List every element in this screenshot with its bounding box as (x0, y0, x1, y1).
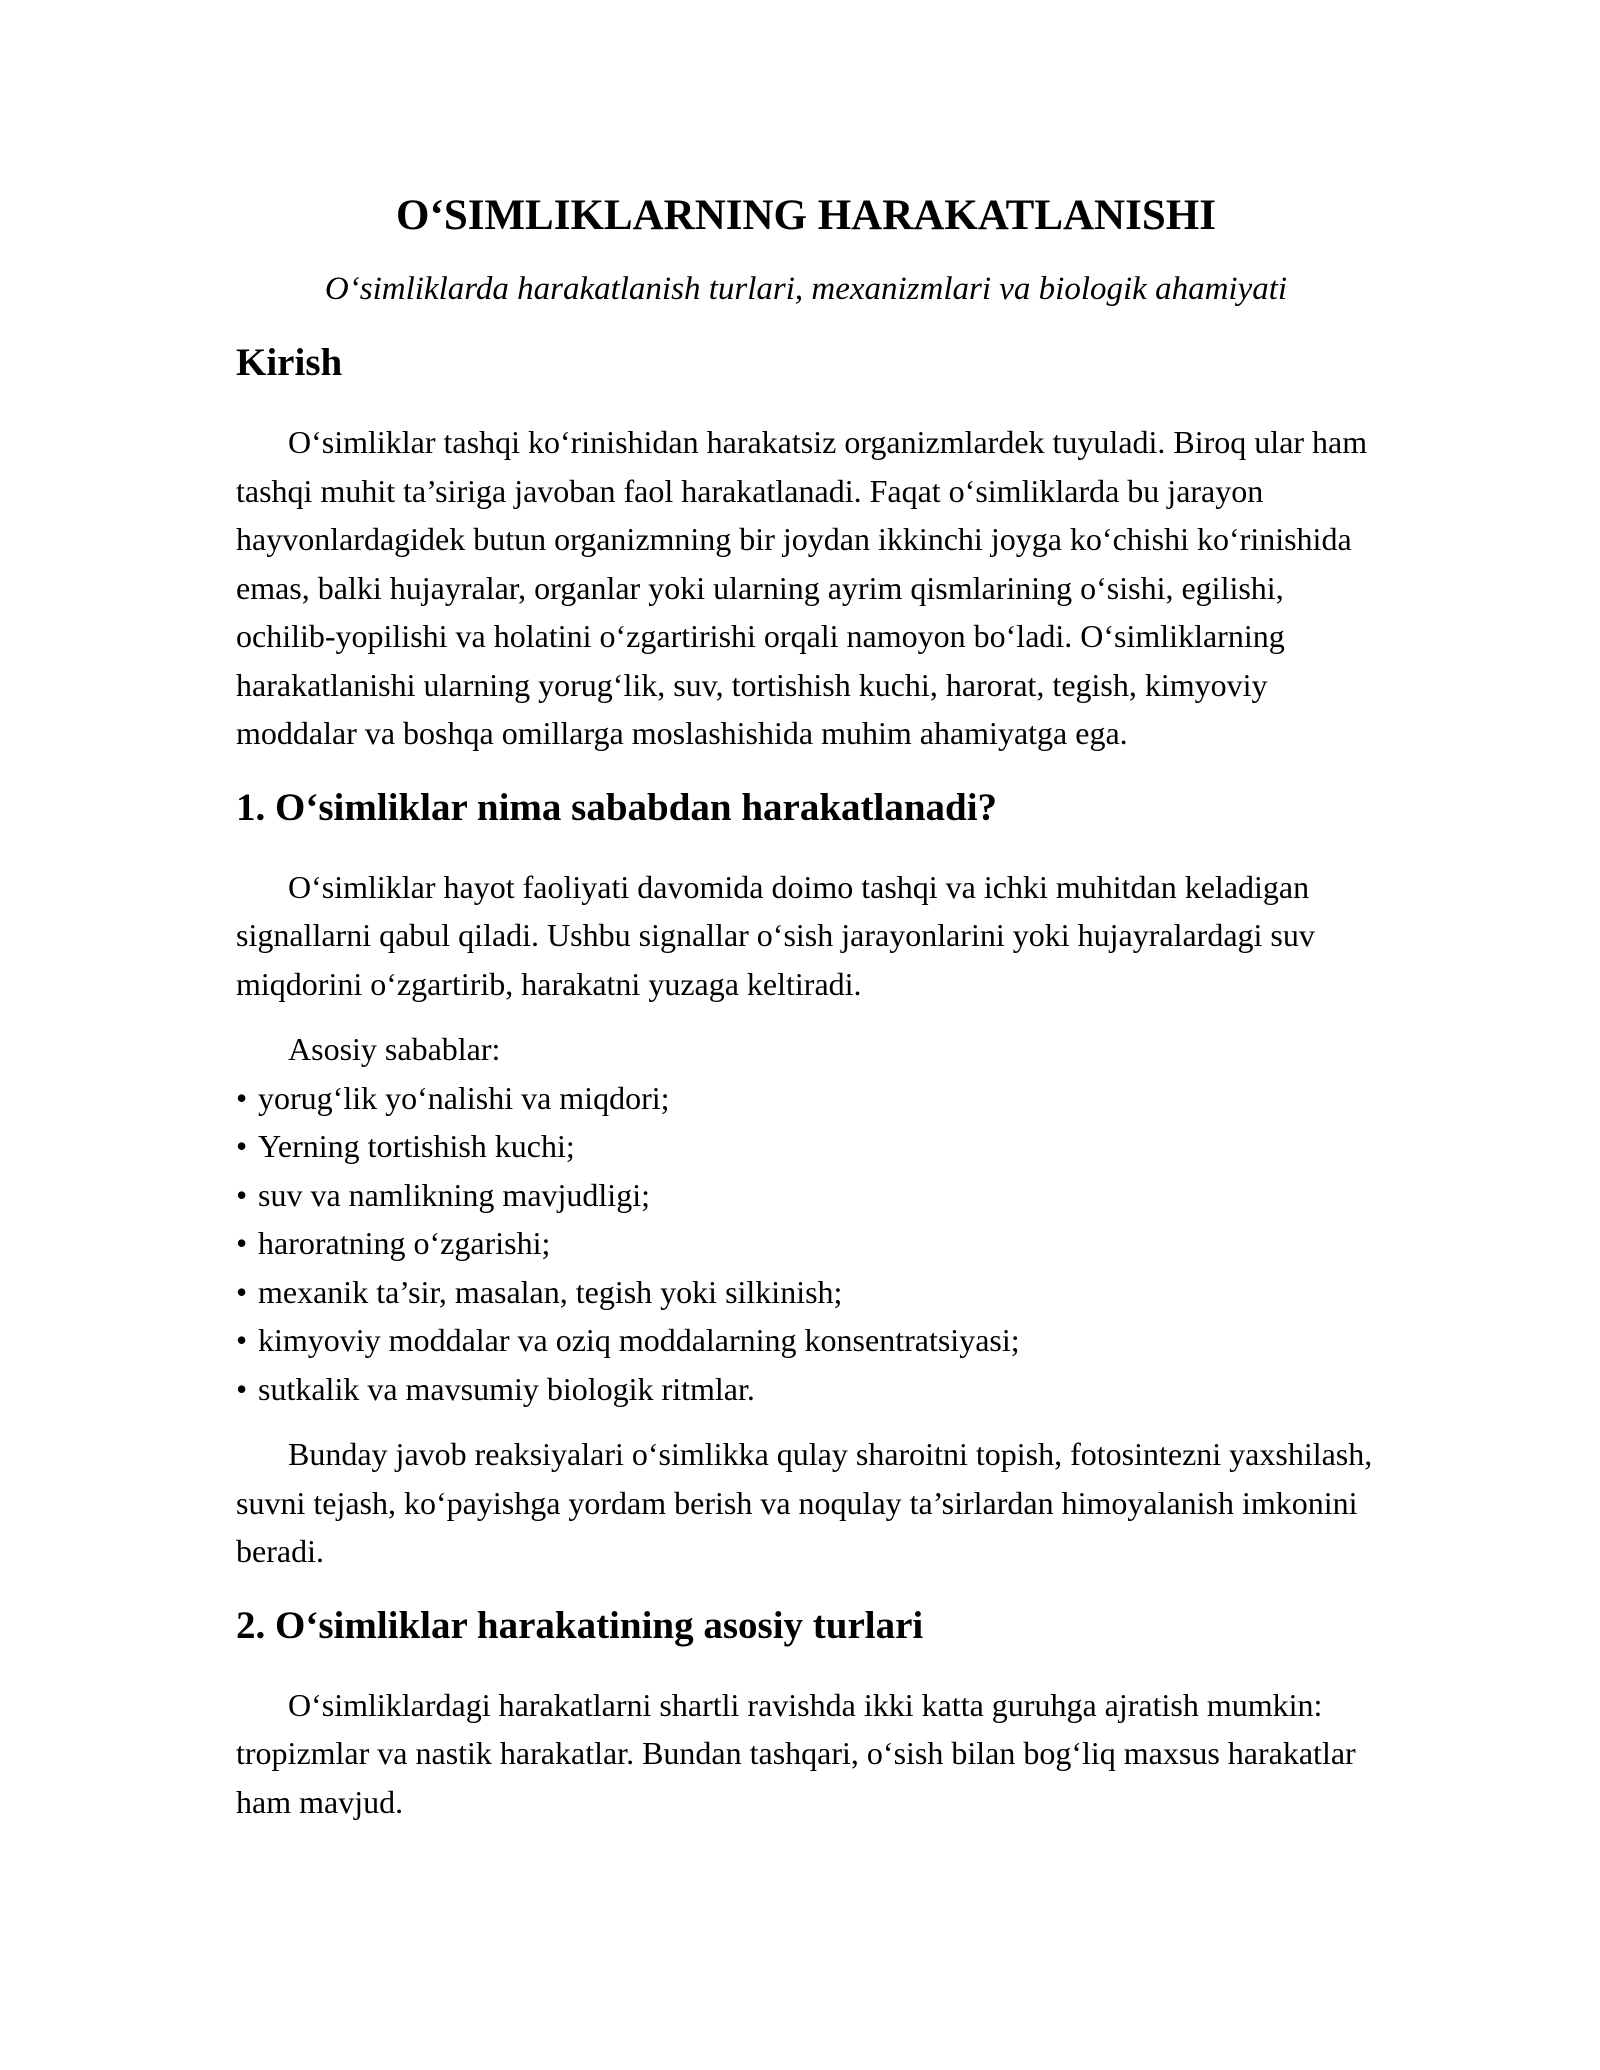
list-item (236, 1074, 1376, 1123)
list-item-text: mexanik ta’sir, masalan, tegish yoki silkinish; (258, 1273, 843, 1310)
list-item-text: haroratning o‘zgarishi; (258, 1225, 551, 1261)
section-introduction (236, 338, 1376, 758)
list-item-text: suv va namlikning mavjudligi; (258, 1176, 650, 1213)
list-item-text: kimyoviy moddalar va oziq moddalarning konsentratsiyasi; (258, 1322, 1020, 1358)
body-paragraph: O‘simliklardagi harakatlarni shartli ravishda ikki katta guruhga ajratish mumkin: tropizmlar va nastik harakatlar. Bundan tashqari, o‘sish bilan bog‘liq maxsus harakatlar ham mavjud. (236, 1686, 1356, 1820)
list-item-text: sutkalik va mavsumiy biologik ritmlar. (258, 1370, 755, 1407)
bullet-marker: • (236, 1128, 248, 1164)
section-heading: Kirish (236, 341, 343, 384)
list-item-text: yorug‘lik yo‘nalishi va miqdori; (258, 1079, 670, 1116)
bullet-marker: • (236, 1322, 248, 1358)
list-lead: Asosiy sabablar: (288, 1031, 501, 1067)
section-heading: 1. O‘simliklar nima sababdan harakatlanadi? (236, 785, 998, 829)
section-reasons (236, 783, 1376, 1576)
bullet-marker: • (236, 1079, 248, 1116)
document-subtitle: O‘simliklarda harakatlanish turlari, mexanizmlari va biologik ahamiyati (324, 271, 1288, 307)
list-item (236, 1316, 1376, 1365)
section-movement-types (236, 1601, 1376, 1827)
bullet-marker: • (236, 1370, 248, 1407)
reasons-list (236, 1074, 1376, 1414)
list-item (236, 1171, 1376, 1220)
bullet-marker: • (236, 1225, 248, 1261)
list-item (236, 1365, 1376, 1414)
list-item (236, 1122, 1376, 1171)
body-paragraph: O‘simliklar tashqi ko‘rinishidan harakatsiz organizmlardek tuyuladi. Biroq ular ham tashqi muhit ta’siriga javoban faol harakatlanadi. Faqat o‘simliklarda bu jarayon hayvonlardagidek butun organizmning bir joydan ikkinchi joyga ko‘chishi ko‘rinishida emas, balki hujayralar, organlar yoki ularning ayrim qismlarining o‘sishi, egilishi, ochilib-yopilishi va holatini o‘zgartirishi orqali namoyon bo‘ladi. O‘simliklarning harakatlanishi ularning yorug‘lik, suv, tortishish kuchi, harorat, tegish, kimyoviy moddalar va boshqa omillarga moslashishida muhim ahamiyatga ega. (236, 424, 1368, 751)
bullet-marker: • (236, 1176, 248, 1213)
list-item (236, 1268, 1376, 1317)
document-title: O‘SIMLIKLARNING HARAKATLANISHI (396, 192, 1216, 239)
body-paragraph: O‘simliklar hayot faoliyati davomida doimo tashqi va ichki muhitdan keladigan signallarni qabul qiladi. Ushbu signallar o‘sish jarayonlarini yoki hujayralardagi suv miqdorini o‘zgartirib, harakatni yuzaga keltiradi. (236, 868, 1315, 1002)
section-heading: 2. O‘simliklar harakatining asosiy turlari (236, 1603, 924, 1647)
body-paragraph: Bunday javob reaksiyalari o‘simlikka qulay sharoitni topish, fotosintezni yaxshilash, suvni tejash, ko‘payishga yordam berish va noqulay ta’sirlardan himoyalanish imkonini beradi. (236, 1436, 1373, 1569)
list-item (236, 1219, 1376, 1268)
list-item-text: Yerning tortishish kuchi; (258, 1128, 575, 1164)
bullet-marker: • (236, 1273, 248, 1310)
document-body (236, 188, 1376, 1826)
